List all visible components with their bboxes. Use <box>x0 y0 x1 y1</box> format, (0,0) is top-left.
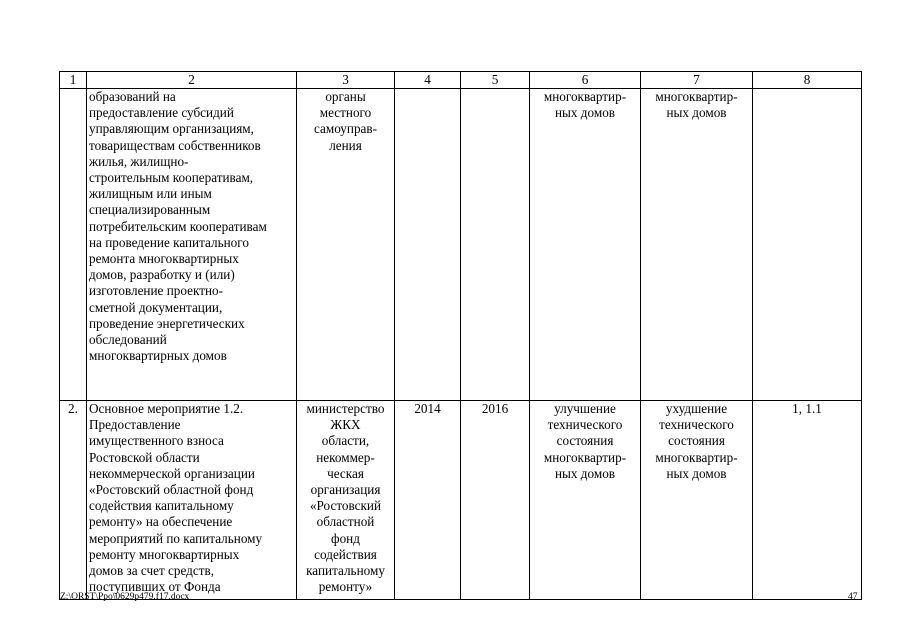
text-line: сметной документации, <box>89 299 223 315</box>
text-line: образований на <box>89 89 176 104</box>
text-line: управляющим организациям, <box>89 121 254 137</box>
text-line: жилищным или иным <box>89 186 212 202</box>
header-row <box>60 72 862 89</box>
text-line: области, <box>321 433 370 449</box>
text-line: некоммерческой организации <box>89 465 255 481</box>
text-line: Ростовской области <box>89 449 200 465</box>
text-line: местного <box>319 105 372 121</box>
executor <box>297 89 395 401</box>
text-line: улучшение <box>554 401 616 416</box>
text-line: ных домов <box>666 105 727 121</box>
text-line: обследований <box>89 332 167 348</box>
text-line: многоквартир- <box>543 449 627 465</box>
text-line: многоквартирных домов <box>89 348 227 364</box>
text-line: предоставление субсидий <box>89 105 234 121</box>
text-line: ремонту» <box>318 579 373 595</box>
text-line: содействия капитальному <box>89 498 234 514</box>
text-line: мероприятий по капитальному <box>89 530 263 546</box>
row-number: 2. <box>60 401 87 600</box>
header-cell-2: 2 <box>87 72 297 89</box>
text-line: капитальному <box>306 563 385 579</box>
text-line: областной <box>316 514 375 530</box>
text-line: технического <box>547 417 623 433</box>
text-line: органы <box>325 89 366 104</box>
page-number: 47 <box>848 592 858 602</box>
end-year <box>461 89 530 401</box>
header-cell-8: 8 <box>753 72 862 89</box>
text-line: самоуправ- <box>313 121 378 137</box>
header-cell-5: 5 <box>461 72 530 89</box>
measure-description <box>87 401 297 600</box>
header-cell-4: 4 <box>395 72 461 89</box>
expected-result <box>530 401 641 600</box>
header-cell-3: 3 <box>297 72 395 89</box>
header-cell-1: 1 <box>60 72 87 89</box>
program-table <box>59 71 862 600</box>
table-row <box>60 89 862 401</box>
text-line: министерство <box>306 401 385 416</box>
text-line: многоквартир- <box>655 89 738 104</box>
text-line: ления <box>329 137 362 153</box>
text-line: домов, разработку и (или) <box>89 267 235 283</box>
text-line: имущественного взноса <box>89 433 224 449</box>
text-line: домов за счет средств, <box>89 563 214 579</box>
text-line: ремонту» на обеспечение <box>89 514 233 530</box>
row-number <box>60 89 87 401</box>
start-year: 2014 <box>395 401 461 600</box>
text-line: ремонту многоквартирных <box>89 546 240 562</box>
text-line: организация <box>310 482 381 498</box>
text-line: проведение энергетических <box>89 315 245 331</box>
non-implementation-consequence <box>641 89 753 401</box>
text-line: многоквартир- <box>655 449 738 465</box>
text-line: изготовление проектно- <box>89 283 223 299</box>
text-line: ухудшение <box>665 401 728 416</box>
text-line: «Ростовский областной фонд <box>89 482 254 498</box>
start-year <box>395 89 461 401</box>
document-path: Z:\ORST\Ppo\0629p479.f17.docx <box>60 592 190 602</box>
text-line: некоммер- <box>316 449 375 465</box>
text-line: жилья, жилищно- <box>89 153 189 169</box>
text-line: товариществам собственников <box>89 137 261 153</box>
indicator-link: 1, 1.1 <box>753 401 862 600</box>
text-line: специализированным <box>89 202 211 218</box>
text-line: многоквартир- <box>543 89 627 104</box>
text-line: строительным кооперативам, <box>89 170 254 186</box>
header-cell-7: 7 <box>641 72 753 89</box>
text-line: фонд <box>331 530 360 546</box>
text-line: поступивших от Фонда <box>89 579 221 595</box>
text-line: Предоставление <box>89 417 181 433</box>
text-line: ческая <box>327 465 364 481</box>
text-line: на проведение капитального <box>89 234 249 250</box>
table-row <box>60 401 862 600</box>
text-line: потребительским кооперативам <box>89 218 267 234</box>
expected-result <box>530 89 641 401</box>
text-line: технического <box>659 417 734 433</box>
text-line: ЖКХ <box>330 417 361 433</box>
executor <box>297 401 395 600</box>
text-line: ных домов <box>554 105 616 121</box>
text-line: Основное мероприятие 1.2. <box>89 401 244 416</box>
text-line: состояния <box>668 433 725 449</box>
header-cell-6: 6 <box>530 72 641 89</box>
text-line: ных домов <box>554 465 616 481</box>
measure-description <box>87 89 297 401</box>
text-line: «Ростовский <box>309 498 382 514</box>
non-implementation-consequence <box>641 401 753 600</box>
text-line: ремонта многоквартирных <box>89 251 239 267</box>
text-line: состояния <box>556 433 614 449</box>
end-year: 2016 <box>461 401 530 600</box>
indicator-link <box>753 89 862 401</box>
text-line: содействия <box>314 546 377 562</box>
text-line: ных домов <box>666 465 727 481</box>
